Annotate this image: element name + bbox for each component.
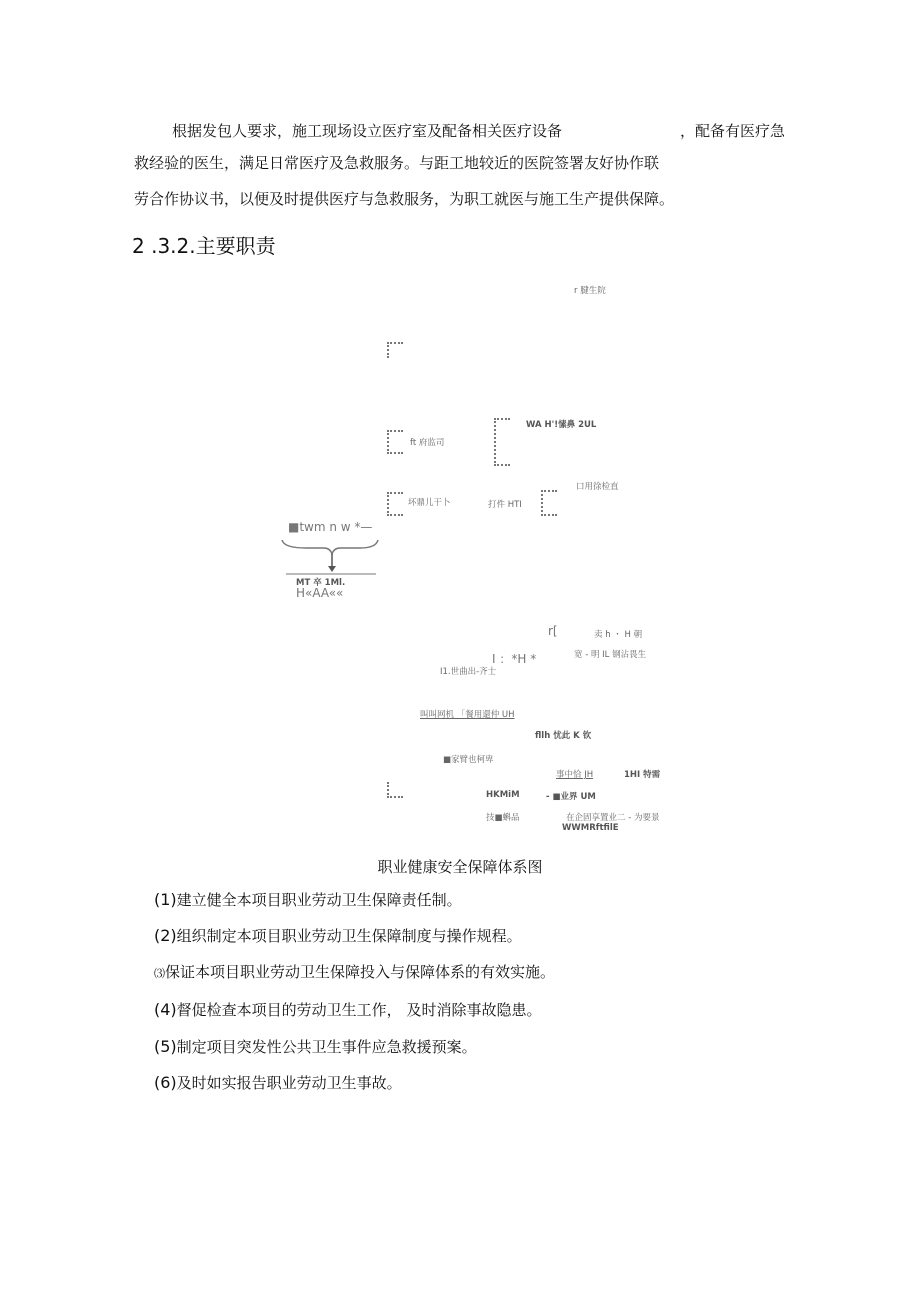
diagram-label: r[ [548,624,558,638]
diagram-label: 宽 - 明 IL 钢沾畏生 [574,650,647,660]
duty-number: ⑶ [154,967,165,980]
diagram-label: - ■业界 UM [546,792,596,802]
duty-text: 建立健全本项目职业劳动卫生保障责任制。 [176,891,462,909]
diagram-label: 技■蝌品 [486,813,520,823]
section-heading: 2 .3.2.主要职责 [132,234,276,258]
diagram-bracket [387,492,403,516]
duty-number: (1) [154,890,177,909]
diagram-label: 坏鼎儿干卜 [408,498,451,508]
diagram-label: WA H'!愫鼻 2UL [526,420,597,430]
duty-item [154,961,555,982]
duty-item [154,925,522,946]
diagram-label: 1HI 特需 [624,770,661,780]
duty-text: 督促检查本项目的劳动卫生工作， 及时消除事故隐患。 [176,1001,542,1019]
intro-line-1a: 根据发包人要求，施工现场设立医疗室及配备相关医疗设备 [172,122,563,140]
duty-number: (4) [154,1000,177,1019]
duty-item [154,889,462,910]
duty-item [154,1072,402,1093]
duty-number: (6) [154,1073,177,1092]
diagram-bracket [387,342,403,358]
diagram-label: 事中恰 JH [556,770,594,780]
diagram-label: ■家臂也柯卑 [443,755,494,765]
duty-text: 制定项目突发性公共卫生事件应急救援预案。 [176,1038,477,1056]
org-diagram [270,270,690,850]
diagram-label: 打件 HTI [488,500,522,510]
diagram-label: WWMRftfilE [562,823,619,833]
diagram-label: 在企固享置业二 - 为要景 [566,813,660,823]
diagram-bracket [541,490,557,516]
diagram-bracket [494,418,510,466]
duty-text: 及时如实报告职业劳动卫生事故。 [176,1074,402,1092]
brace-arrow-graphic [280,538,380,578]
diagram-label: ■twm n w *— [288,520,373,534]
duty-number: (2) [154,926,177,945]
diagram-label: I1.世曲出-齐士 [440,667,497,677]
duty-item [154,999,541,1020]
diagram-label: ft 府监司 [410,438,445,448]
diagram-label: 卖 h ・ H 朝 [594,630,643,640]
diagram-label: 口用徐检直 [576,482,619,492]
diagram-label: MT 卒 1Ml. [296,578,346,588]
intro-line-1b: ，配备有医疗急 [680,122,786,140]
duty-number: (5) [154,1037,177,1056]
diagram-label: I ：*H * [492,652,537,666]
diagram-bracket [387,782,403,798]
diagram-label: r 腱生院 [574,286,606,296]
diagram-caption: 职业健康安全保障体系图 [377,858,543,876]
duty-text: 组织制定本项目职业劳动卫生保障制度与操作规程。 [176,927,522,945]
diagram-label: HKMiM [486,790,520,800]
duty-item [154,1036,477,1057]
diagram-label: fllh 忧此 K 钦 [535,731,592,741]
intro-line-3: 劳合作协议书，以便及时提供医疗与急救服务，为职工就医与施工生产提供保障。 [134,190,675,208]
diagram-label: H«AA«« [296,586,344,600]
intro-line-2: 救经验的医生，满足日常医疗及急救服务。与距工地较近的医院签署友好协作联 [134,154,660,172]
diagram-bracket [387,430,403,454]
duty-text: 保证本项目职业劳动卫生保障投入与保障体系的有效实施。 [165,963,556,981]
diagram-label: 叫叫网机 「餐用還仲 UH [420,710,515,720]
